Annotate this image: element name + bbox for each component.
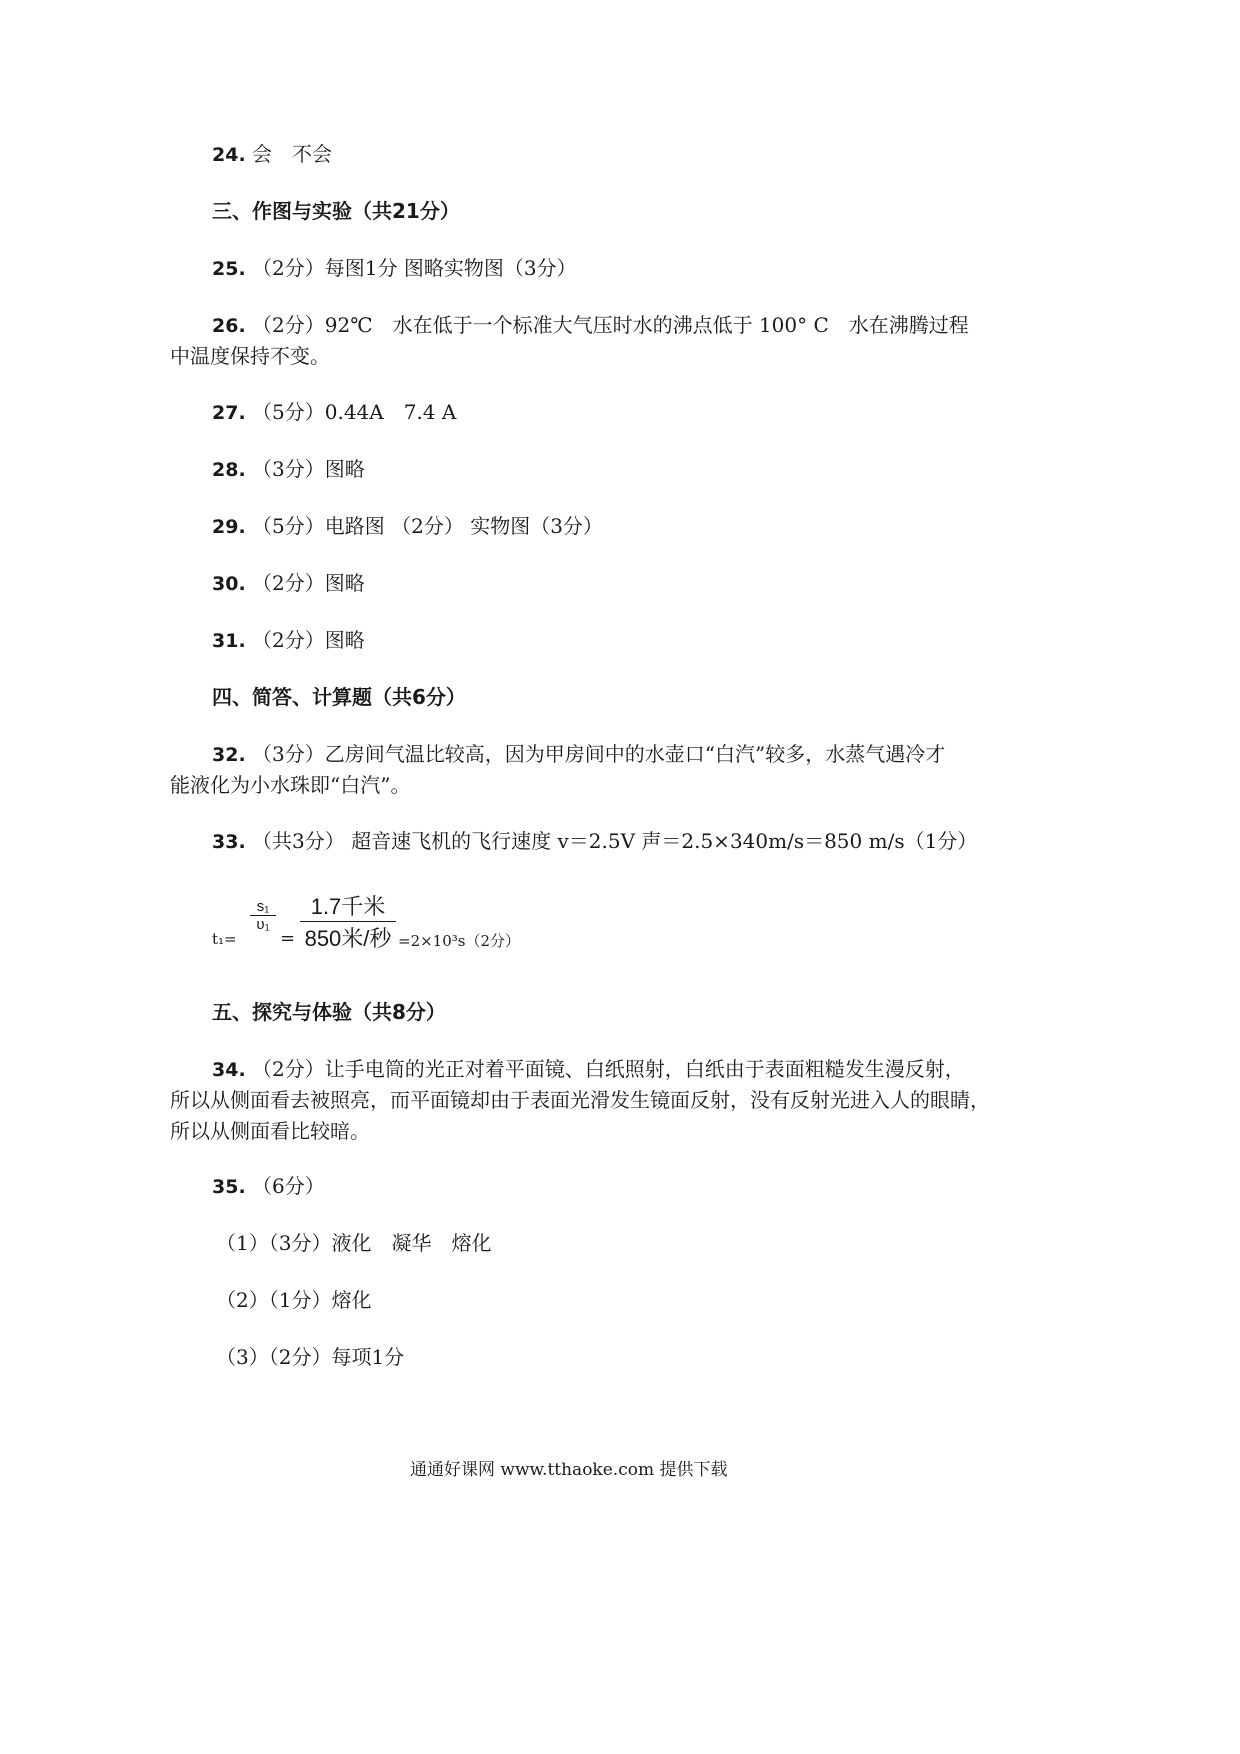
formula-equals: = (280, 928, 296, 949)
answer-35: 35. （6分） (212, 1174, 325, 1198)
formula-fraction-symbolic (250, 898, 276, 933)
answer-28: 28. （3分）图略 (212, 457, 365, 481)
answer-30: 30. （2分）图略 (212, 571, 365, 595)
section-5-heading: 五、探究与体验（共8分） (212, 1000, 446, 1024)
answer-27: 27. （5分）0.44A 7.4 A (212, 400, 457, 424)
formula-lhs: t₁= (212, 930, 237, 948)
formula-fraction-numeric (300, 890, 396, 953)
formula-result: =2×10³s（2分） (398, 932, 521, 950)
answer-34: 34. （2分）让手电筒的光正对着平面镜、白纸照射，白纸由于表面粗糙发生漫反射， (212, 1057, 965, 1081)
answer-24: 24. 会 不会 (212, 142, 333, 166)
formula-denominator-numeric: 850米/秒 (300, 921, 396, 953)
answer-34-continued-1: 所以从侧面看去被照亮，而平面镜却由于表面光滑发生镜面反射，没有反射光进入人的眼睛， (170, 1088, 990, 1112)
answer-26: 26. （2分）92℃ 水在低于一个标准大气压时水的沸点低于 100° C 水在沸腾过程 (212, 313, 969, 337)
answer-32: 32. （3分）乙房间气温比较高，因为甲房间中的水壶口“白汽”较多，水蒸气遇冷才 (212, 742, 946, 766)
answer-29: 29. （5分）电路图 （2分） 实物图（3分） (212, 514, 603, 538)
section-3-heading: 三、作图与实验（共21分） (212, 199, 460, 223)
formula-denominator-symbolic: υ₁ (250, 915, 276, 933)
answer-34-continued-2: 所以从侧面看比较暗。 (170, 1119, 370, 1143)
answer-26-continued: 中温度保持不变。 (170, 344, 330, 368)
formula-numerator-symbolic: s₁ (256, 898, 270, 915)
answer-35-part-1: （1）（3分）液化 凝华 熔化 (216, 1231, 492, 1255)
page-footer: 通通好课网 www.tthaoke.com 提供下载 (410, 1460, 728, 1480)
formula-numerator-numeric: 1.7千米 (310, 894, 386, 919)
answer-32-continued: 能液化为小水珠即“白汽”。 (170, 773, 411, 797)
answer-33: 33. （共3分） 超音速飞机的飞行速度 v＝2.5V 声＝2.5×340m/s＝850 m/s（1分） (212, 829, 978, 853)
answer-35-part-3: （3）（2分）每项1分 (216, 1345, 405, 1369)
answer-31: 31. （2分）图略 (212, 628, 365, 652)
answer-25: 25. （2分）每图1分 图略实物图（3分） (212, 256, 577, 280)
section-4-heading: 四、简答、计算题（共6分） (212, 685, 466, 709)
answer-35-part-2: （2）（1分）熔化 (216, 1288, 372, 1312)
